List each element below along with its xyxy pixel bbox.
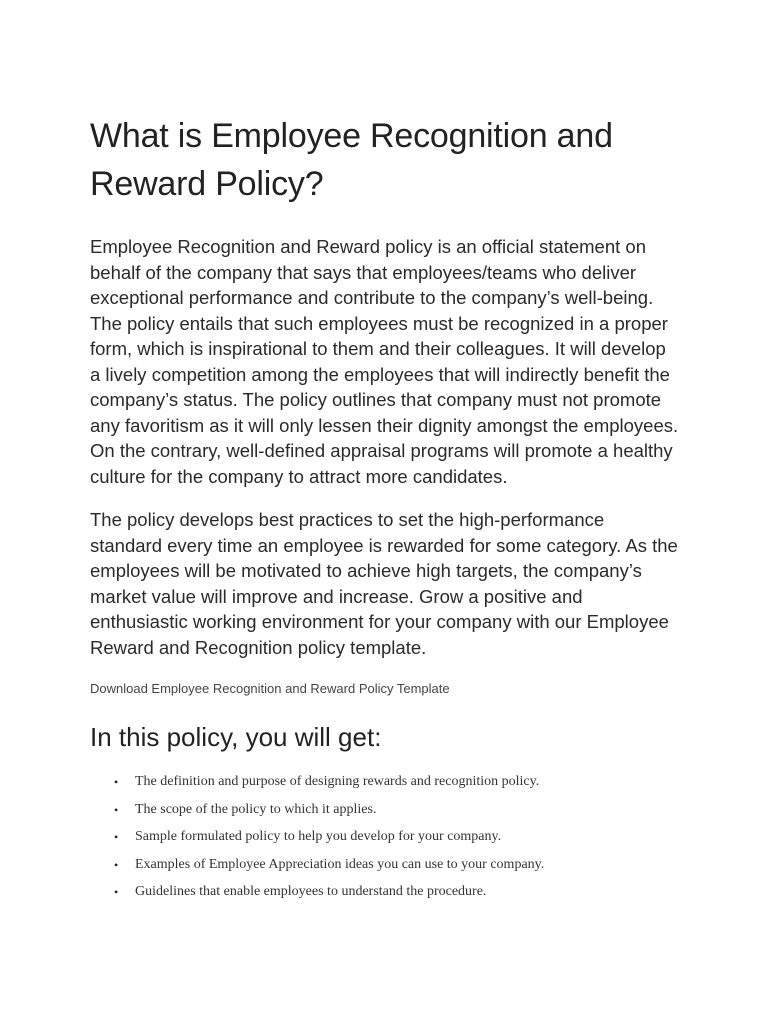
page-title: What is Employee Recognition and Reward Policy? [90, 117, 613, 203]
list-item-text: The definition and purpose of designing rewards and recognition policy. [135, 774, 540, 789]
bullet-icon: • [114, 830, 119, 844]
list-item [90, 772, 680, 800]
bullet-icon: • [114, 775, 119, 789]
list-item [90, 800, 680, 828]
list-item-text: Guidelines that enable employees to understand the procedure. [135, 884, 487, 899]
list-item [90, 882, 680, 910]
list-item [90, 827, 680, 855]
document-page [90, 112, 680, 910]
policy-contents-list [90, 772, 680, 910]
benefits-paragraph: The policy develops best practices to set the high-performance standard every time an employee is rewarded for some category. As the employees will be motivated to achieve high targets, the company’s market value will improve and increase. Grow a positive and enthusiastic working environment for your company with our Employee Reward and Recognition policy template. [90, 509, 678, 658]
bullet-icon: • [114, 885, 119, 899]
intro-paragraph: Employee Recognition and Reward policy is an official statement on behalf of the company that says that employees/teams who deliver exceptional performance and contribute to the company’s well-being. The policy entails that such employees must be recognized in a proper form, which is inspirational to them and their colleagues. It will develop a lively competition among the employees that will indirectly benefit the company’s status. The policy outlines that company must not promote any favoritism as it will only lessen their dignity amongst the employees. On the contrary, well-defined appraisal programs will promote a healthy culture for the company to attract more candidates. [90, 236, 679, 487]
list-item [90, 855, 680, 883]
download-template-link[interactable]: Download Employee Recognition and Reward Policy Template [90, 681, 450, 696]
list-item-text: Sample formulated policy to help you develop for your company. [135, 829, 502, 844]
list-item-text: The scope of the policy to which it applies. [135, 801, 377, 817]
list-item-text: Examples of Employee Appreciation ideas you can use to your company. [135, 856, 545, 872]
bullet-icon: • [114, 857, 119, 872]
bullet-icon: • [114, 802, 119, 817]
section-heading: In this policy, you will get: [90, 722, 382, 752]
